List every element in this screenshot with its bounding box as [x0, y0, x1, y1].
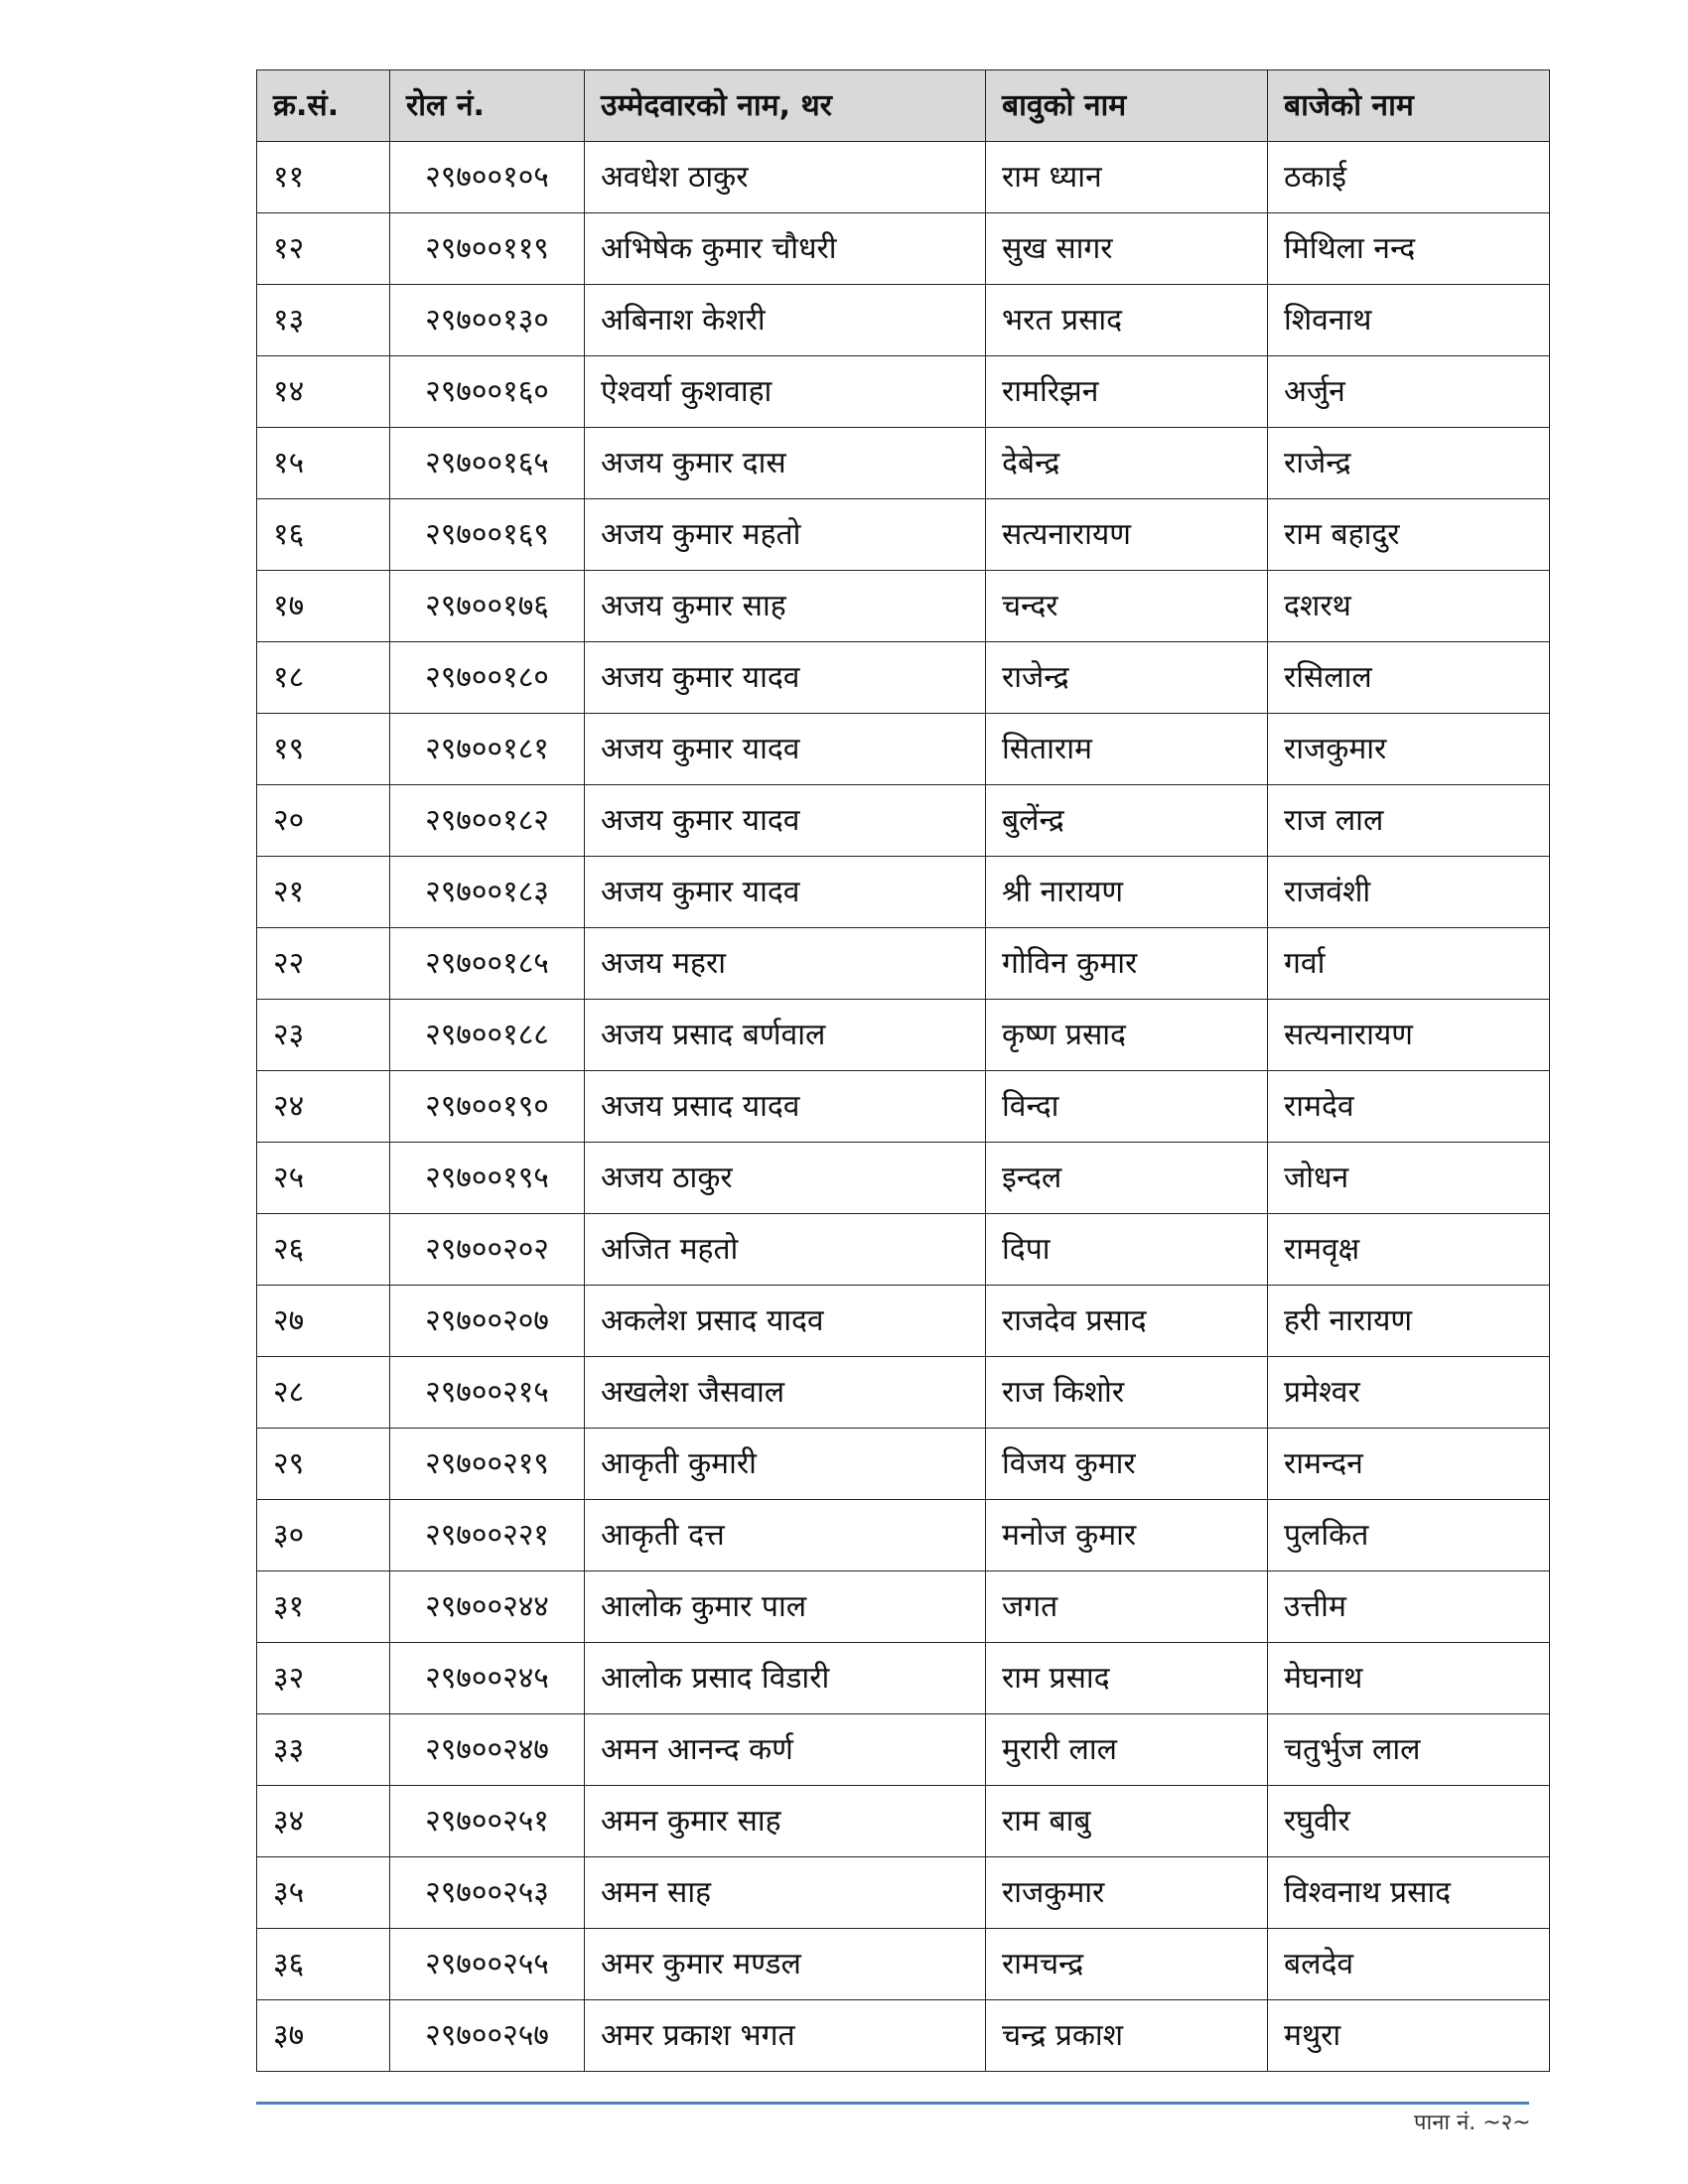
- grandfather-name-cell: शिवनाथ: [1268, 285, 1550, 356]
- father-name-cell: सिताराम: [986, 714, 1268, 785]
- candidate-name-cell: अजय ठाकुर: [585, 1143, 986, 1214]
- table-row: [257, 1214, 1550, 1286]
- table-row: [257, 1714, 1550, 1786]
- grandfather-name-cell: रसिलाल: [1268, 642, 1550, 714]
- roll-number-cell: २९७००२५५: [390, 1929, 585, 2000]
- candidate-name-cell: अवधेश ठाकुर: [585, 142, 986, 213]
- father-name-cell: राम बाबु: [986, 1786, 1268, 1857]
- candidate-name-cell: अखलेश जैसवाल: [585, 1357, 986, 1429]
- table-row: [257, 1143, 1550, 1214]
- candidate-name-cell: अजय कुमार महतो: [585, 499, 986, 571]
- candidate-name-cell: अजय कुमार यादव: [585, 857, 986, 928]
- table-row: [257, 1000, 1550, 1071]
- table-row: [257, 785, 1550, 857]
- candidate-name-cell: अकलेश प्रसाद यादव: [585, 1286, 986, 1357]
- serial-number-cell: ११: [257, 142, 390, 213]
- grandfather-name-cell: पुलकित: [1268, 1500, 1550, 1571]
- candidate-name-cell: अमन कुमार साह: [585, 1786, 986, 1857]
- roll-number-cell: २९७००१६५: [390, 428, 585, 499]
- grandfather-name-cell: हरी नारायण: [1268, 1286, 1550, 1357]
- table-row: [257, 857, 1550, 928]
- header-grandfather-name: बाजेको नाम: [1268, 70, 1550, 142]
- serial-number-cell: २३: [257, 1000, 390, 1071]
- candidate-name-cell: अमन आनन्द कर्ण: [585, 1714, 986, 1786]
- grandfather-name-cell: रघुवीर: [1268, 1786, 1550, 1857]
- candidate-name-cell: अजय प्रसाद यादव: [585, 1071, 986, 1143]
- father-name-cell: बुलेंन्द्र: [986, 785, 1268, 857]
- serial-number-cell: १४: [257, 356, 390, 428]
- father-name-cell: सत्यनारायण: [986, 499, 1268, 571]
- serial-number-cell: २१: [257, 857, 390, 928]
- grandfather-name-cell: उत्तीम: [1268, 1571, 1550, 1643]
- roll-number-cell: २९७००२५१: [390, 1786, 585, 1857]
- father-name-cell: कृष्ण प्रसाद: [986, 1000, 1268, 1071]
- roll-number-cell: २९७००२१९: [390, 1429, 585, 1500]
- serial-number-cell: २८: [257, 1357, 390, 1429]
- roll-number-cell: २९७००१९०: [390, 1071, 585, 1143]
- table-body: [257, 142, 1550, 2072]
- candidate-name-cell: अजय महरा: [585, 928, 986, 1000]
- table-row: [257, 356, 1550, 428]
- grandfather-name-cell: जोधन: [1268, 1143, 1550, 1214]
- serial-number-cell: ३६: [257, 1929, 390, 2000]
- table-row: [257, 285, 1550, 356]
- grandfather-name-cell: मथुरा: [1268, 2000, 1550, 2072]
- candidate-name-cell: आलोक प्रसाद विडारी: [585, 1643, 986, 1714]
- father-name-cell: मनोज कुमार: [986, 1500, 1268, 1571]
- header-candidate-name: उम्मेदवारको नाम, थर: [585, 70, 986, 142]
- serial-number-cell: १५: [257, 428, 390, 499]
- grandfather-name-cell: दशरथ: [1268, 571, 1550, 642]
- roll-number-cell: २९७००१८२: [390, 785, 585, 857]
- serial-number-cell: १२: [257, 213, 390, 285]
- father-name-cell: राजदेव प्रसाद: [986, 1286, 1268, 1357]
- grandfather-name-cell: रामन्दन: [1268, 1429, 1550, 1500]
- serial-number-cell: २४: [257, 1071, 390, 1143]
- roll-number-cell: २९७००२४७: [390, 1714, 585, 1786]
- candidate-name-cell: अजय कुमार यादव: [585, 642, 986, 714]
- roll-number-cell: २९७००१३०: [390, 285, 585, 356]
- page-number: पाना नं. ~२~: [1414, 2111, 1531, 2135]
- serial-number-cell: २९: [257, 1429, 390, 1500]
- serial-number-cell: २२: [257, 928, 390, 1000]
- candidate-name-cell: अजय कुमार यादव: [585, 785, 986, 857]
- candidate-name-cell: अमर कुमार मण्डल: [585, 1929, 986, 2000]
- serial-number-cell: १८: [257, 642, 390, 714]
- roll-number-cell: २९७००१९५: [390, 1143, 585, 1214]
- candidate-table: [256, 69, 1550, 2072]
- candidate-name-cell: अजय कुमार यादव: [585, 714, 986, 785]
- candidate-name-cell: अजय प्रसाद बर्णवाल: [585, 1000, 986, 1071]
- roll-number-cell: २९७००१८१: [390, 714, 585, 785]
- candidate-name-cell: आलोक कुमार पाल: [585, 1571, 986, 1643]
- candidate-name-cell: अजित महतो: [585, 1214, 986, 1286]
- table-row: [257, 1929, 1550, 2000]
- grandfather-name-cell: राज लाल: [1268, 785, 1550, 857]
- roll-number-cell: २९७००२४५: [390, 1643, 585, 1714]
- table-row: [257, 1500, 1550, 1571]
- father-name-cell: जगत: [986, 1571, 1268, 1643]
- serial-number-cell: १७: [257, 571, 390, 642]
- roll-number-cell: २९७००२०७: [390, 1286, 585, 1357]
- header-father-name: बावुको नाम: [986, 70, 1268, 142]
- table-row: [257, 1357, 1550, 1429]
- header-serial-number: क्र.सं.: [257, 70, 390, 142]
- father-name-cell: चन्दर: [986, 571, 1268, 642]
- roll-number-cell: २९७००१७६: [390, 571, 585, 642]
- header-row: [257, 70, 1550, 142]
- table-row: [257, 499, 1550, 571]
- roll-number-cell: २९७००१८८: [390, 1000, 585, 1071]
- father-name-cell: विजय कुमार: [986, 1429, 1268, 1500]
- father-name-cell: रामरिझन: [986, 356, 1268, 428]
- father-name-cell: राम ध्यान: [986, 142, 1268, 213]
- serial-number-cell: ३५: [257, 1857, 390, 1929]
- serial-number-cell: १६: [257, 499, 390, 571]
- serial-number-cell: २५: [257, 1143, 390, 1214]
- table-row: [257, 1071, 1550, 1143]
- candidate-name-cell: आकृती कुमारी: [585, 1429, 986, 1500]
- roll-number-cell: २९७००१६०: [390, 356, 585, 428]
- candidate-name-cell: अमन साह: [585, 1857, 986, 1929]
- father-name-cell: विन्दा: [986, 1071, 1268, 1143]
- grandfather-name-cell: राम बहादुर: [1268, 499, 1550, 571]
- grandfather-name-cell: रामवृक्ष: [1268, 1214, 1550, 1286]
- serial-number-cell: २७: [257, 1286, 390, 1357]
- roll-number-cell: २९७००१०५: [390, 142, 585, 213]
- table-row: [257, 642, 1550, 714]
- serial-number-cell: ३७: [257, 2000, 390, 2072]
- serial-number-cell: १९: [257, 714, 390, 785]
- table-row: [257, 928, 1550, 1000]
- table-row: [257, 1571, 1550, 1643]
- table-header: [257, 70, 1550, 142]
- father-name-cell: सुख सागर: [986, 213, 1268, 285]
- table-row: [257, 1786, 1550, 1857]
- table-row: [257, 714, 1550, 785]
- serial-number-cell: २६: [257, 1214, 390, 1286]
- father-name-cell: श्री नारायण: [986, 857, 1268, 928]
- roll-number-cell: २९७००१८३: [390, 857, 585, 928]
- serial-number-cell: ३४: [257, 1786, 390, 1857]
- father-name-cell: राज किशोर: [986, 1357, 1268, 1429]
- serial-number-cell: २०: [257, 785, 390, 857]
- roll-number-cell: २९७००१८५: [390, 928, 585, 1000]
- table-row: [257, 1857, 1550, 1929]
- grandfather-name-cell: सत्यनारायण: [1268, 1000, 1550, 1071]
- roll-number-cell: २९७००२२१: [390, 1500, 585, 1571]
- header-roll-number: रोल नं.: [390, 70, 585, 142]
- table-row: [257, 142, 1550, 213]
- grandfather-name-cell: विश्वनाथ प्रसाद: [1268, 1857, 1550, 1929]
- grandfather-name-cell: मेघनाथ: [1268, 1643, 1550, 1714]
- father-name-cell: इन्दल: [986, 1143, 1268, 1214]
- grandfather-name-cell: ठकाई: [1268, 142, 1550, 213]
- candidate-name-cell: अजय कुमार साह: [585, 571, 986, 642]
- roll-number-cell: २९७००११९: [390, 213, 585, 285]
- roll-number-cell: २९७००१८०: [390, 642, 585, 714]
- table-row: [257, 2000, 1550, 2072]
- roll-number-cell: २९७००२१५: [390, 1357, 585, 1429]
- grandfather-name-cell: प्रमेश्वर: [1268, 1357, 1550, 1429]
- table-row: [257, 213, 1550, 285]
- footer-rule: [256, 2102, 1529, 2105]
- serial-number-cell: ३१: [257, 1571, 390, 1643]
- candidate-name-cell: अभिषेक कुमार चौधरी: [585, 213, 986, 285]
- grandfather-name-cell: राजवंशी: [1268, 857, 1550, 928]
- father-name-cell: रामचन्द्र: [986, 1929, 1268, 2000]
- father-name-cell: राजकुमार: [986, 1857, 1268, 1929]
- table-row: [257, 428, 1550, 499]
- serial-number-cell: ३२: [257, 1643, 390, 1714]
- table-row: [257, 1286, 1550, 1357]
- roll-number-cell: २९७००१६९: [390, 499, 585, 571]
- grandfather-name-cell: राजेन्द्र: [1268, 428, 1550, 499]
- father-name-cell: राम प्रसाद: [986, 1643, 1268, 1714]
- father-name-cell: गोविन कुमार: [986, 928, 1268, 1000]
- father-name-cell: भरत प्रसाद: [986, 285, 1268, 356]
- father-name-cell: राजेन्द्र: [986, 642, 1268, 714]
- grandfather-name-cell: बलदेव: [1268, 1929, 1550, 2000]
- grandfather-name-cell: राजकुमार: [1268, 714, 1550, 785]
- grandfather-name-cell: गर्वा: [1268, 928, 1550, 1000]
- candidate-name-cell: अमर प्रकाश भगत: [585, 2000, 986, 2072]
- grandfather-name-cell: मिथिला नन्द: [1268, 213, 1550, 285]
- grandfather-name-cell: चतुर्भुज लाल: [1268, 1714, 1550, 1786]
- serial-number-cell: ३३: [257, 1714, 390, 1786]
- roll-number-cell: २९७००२४४: [390, 1571, 585, 1643]
- serial-number-cell: ३०: [257, 1500, 390, 1571]
- roll-number-cell: २९७००२५३: [390, 1857, 585, 1929]
- candidate-name-cell: आकृती दत्त: [585, 1500, 986, 1571]
- candidate-name-cell: अबिनाश केशरी: [585, 285, 986, 356]
- father-name-cell: देबेन्द्र: [986, 428, 1268, 499]
- grandfather-name-cell: रामदेव: [1268, 1071, 1550, 1143]
- serial-number-cell: १३: [257, 285, 390, 356]
- table-row: [257, 1429, 1550, 1500]
- candidate-name-cell: अजय कुमार दास: [585, 428, 986, 499]
- father-name-cell: चन्द्र प्रकाश: [986, 2000, 1268, 2072]
- grandfather-name-cell: अर्जुन: [1268, 356, 1550, 428]
- father-name-cell: मुरारी लाल: [986, 1714, 1268, 1786]
- table-row: [257, 1643, 1550, 1714]
- roll-number-cell: २९७००२५७: [390, 2000, 585, 2072]
- roll-number-cell: २९७००२०२: [390, 1214, 585, 1286]
- candidate-name-cell: ऐश्वर्या कुशवाहा: [585, 356, 986, 428]
- father-name-cell: दिपा: [986, 1214, 1268, 1286]
- table-row: [257, 571, 1550, 642]
